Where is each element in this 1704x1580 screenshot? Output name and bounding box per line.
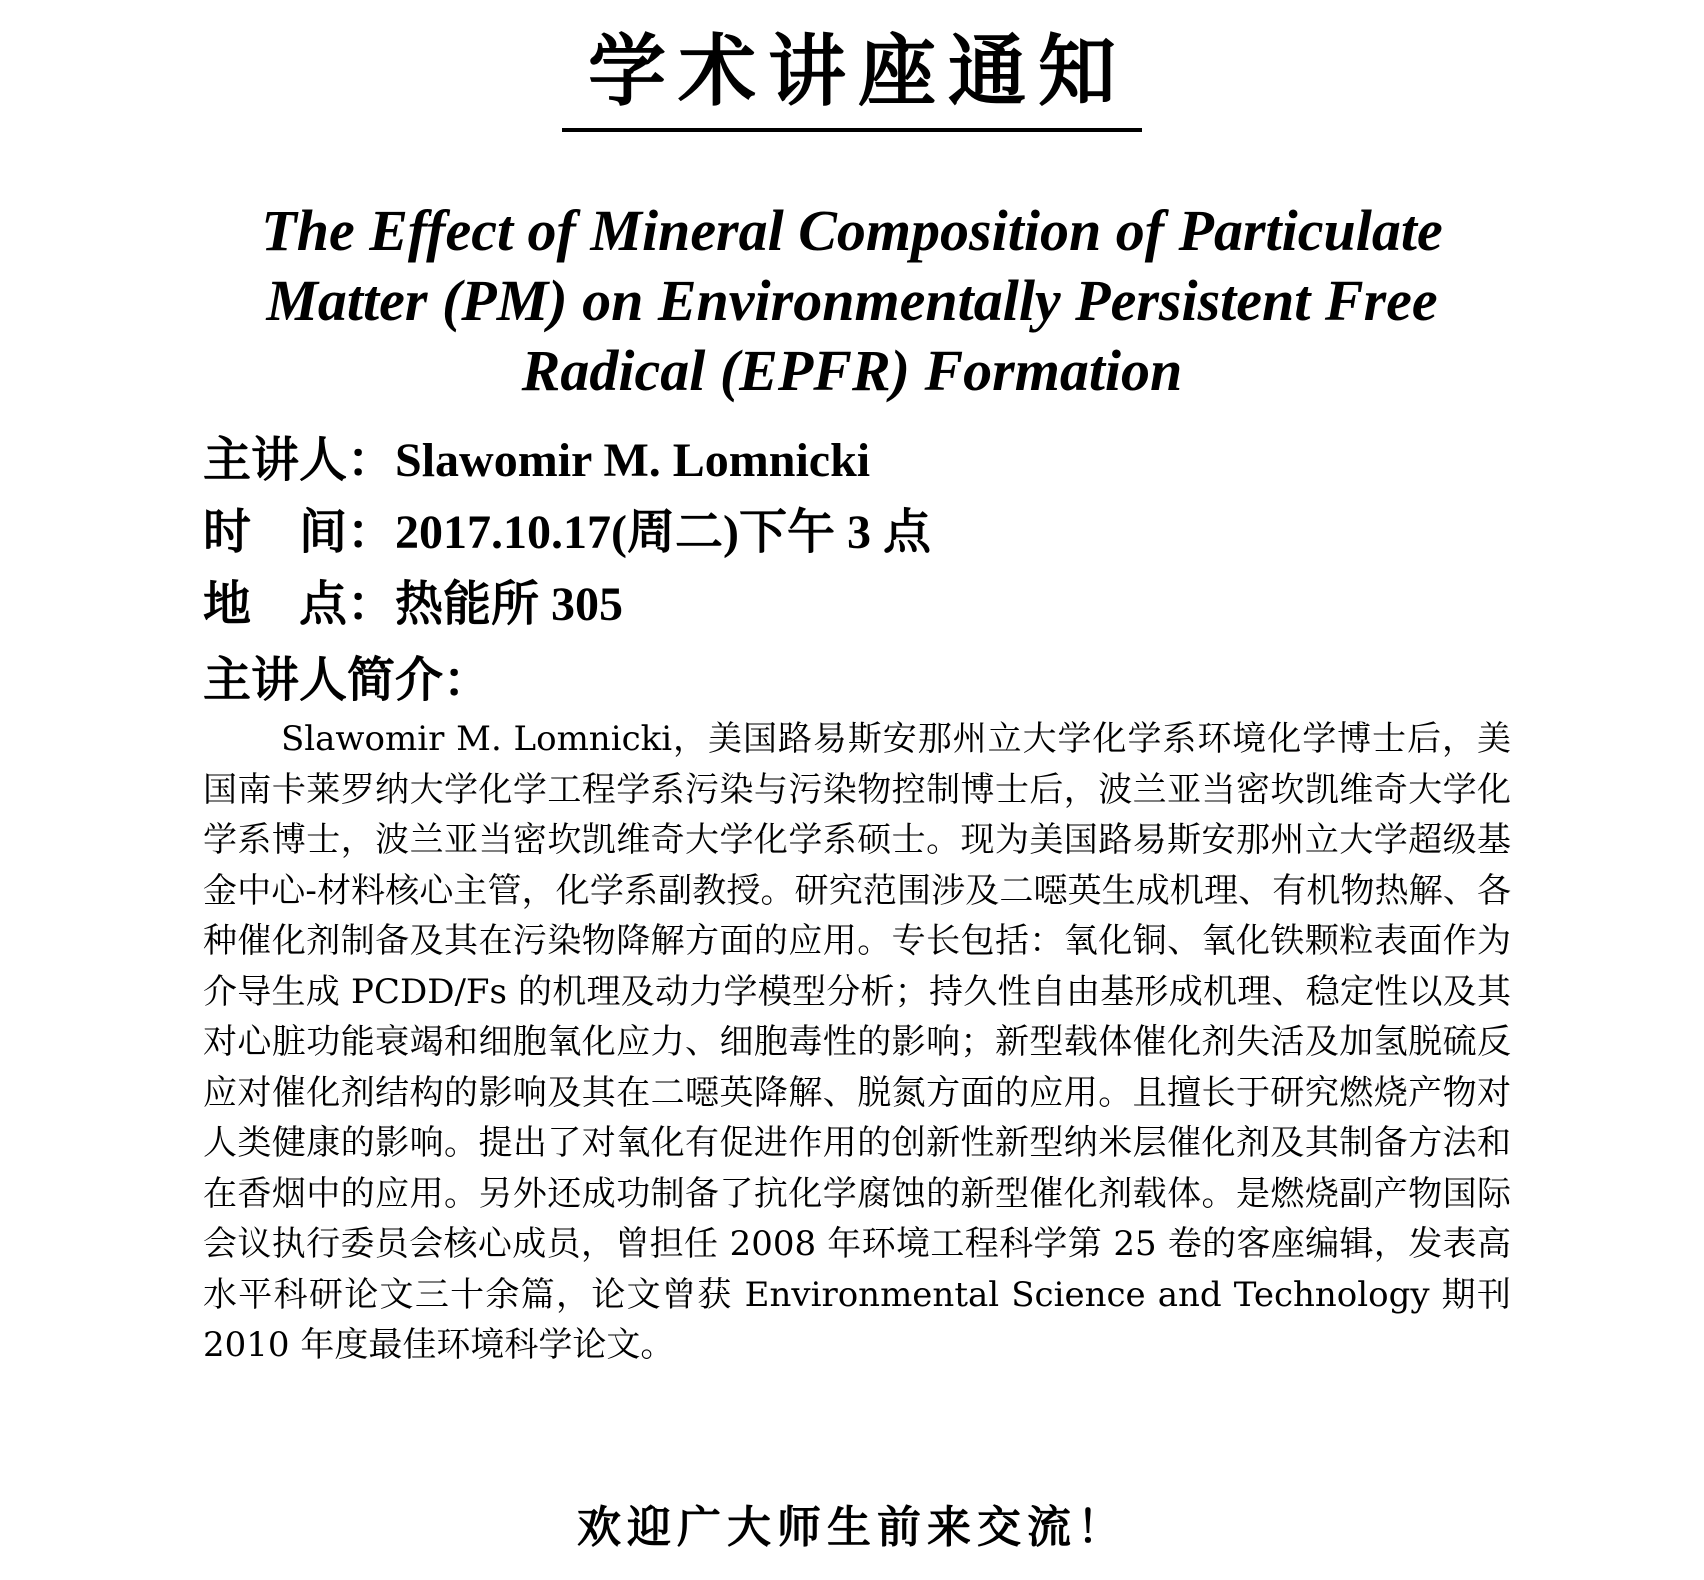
place-label: 地 点：: [203, 576, 396, 632]
speaker-label: 主讲人：: [203, 432, 396, 488]
notice-title-block: [0, 22, 1704, 132]
speaker-value: Slawomir M. Lomnicki: [395, 434, 871, 487]
talk-title-line: Matter (PM) on Environmentally Persistent Free: [266, 268, 1438, 333]
speaker-bio: Slawomir M. Lomnicki，美国路易斯安那州立大学化学系环境化学博士后，美国南卡莱罗纳大学化学工程学系污染与污染物控制博士后，波兰亚当密坎凯维奇大学化学系博士，波兰亚当密坎凯维奇大学化学系硕士。现为美国路易斯安那州立大学超级基金中心-材料核心主管，化学系副教授。研究范围涉及二噁英生成机理、有机物热解、各种催化剂制备及其在污染物降解方面的应用。专长包括：氧化铜、氧化铁颗粒表面作为介导生成 PCDD/Fs 的机理及动力学模型分析；持久性自由基形成机理、稳定性以及其对心脏功能衰竭和细胞氧化应力、细胞毒性的影响；新型载体催化剂失活及加氢脱硫反应对催化剂结构的影响及其在二噁英降解、脱氮方面的应用。且擅长于研究燃烧产物对人类健康的影响。提出了对氧化有促进作用的创新性新型纳米层催化剂及其制备方法和在香烟中的应用。另外还成功制备了抗化学腐蚀的新型催化剂载体。是燃烧副产物国际会议执行委员会核心成员，曾担任 2008 年环境工程科学第 25 卷的客座编辑，发表高水平科研论文三十余篇，论文曾获 Environmental Science and Technology 期刊 2010 年度最佳环境科学论文。: [203, 719, 1511, 1365]
place-value: 热能所 305: [395, 578, 624, 631]
time-value: 2017.10.17(周二)下午 3 点: [395, 506, 931, 559]
notice-title: 学术讲座通知: [562, 22, 1142, 132]
speaker-row: [203, 428, 870, 493]
talk-title: [150, 196, 1554, 406]
talk-title-line: Radical (EPFR) Formation: [521, 338, 1183, 403]
time-row: [203, 500, 931, 565]
bio-heading-row: [203, 648, 491, 712]
bio-heading: 主讲人简介：: [203, 652, 492, 708]
place-row: [203, 572, 623, 637]
talk-title-line: The Effect of Mineral Composition of Particulate: [261, 198, 1443, 263]
time-label: 时 间：: [203, 504, 396, 560]
welcome-message: 欢迎广大师生前来交流！: [577, 1502, 1127, 1553]
